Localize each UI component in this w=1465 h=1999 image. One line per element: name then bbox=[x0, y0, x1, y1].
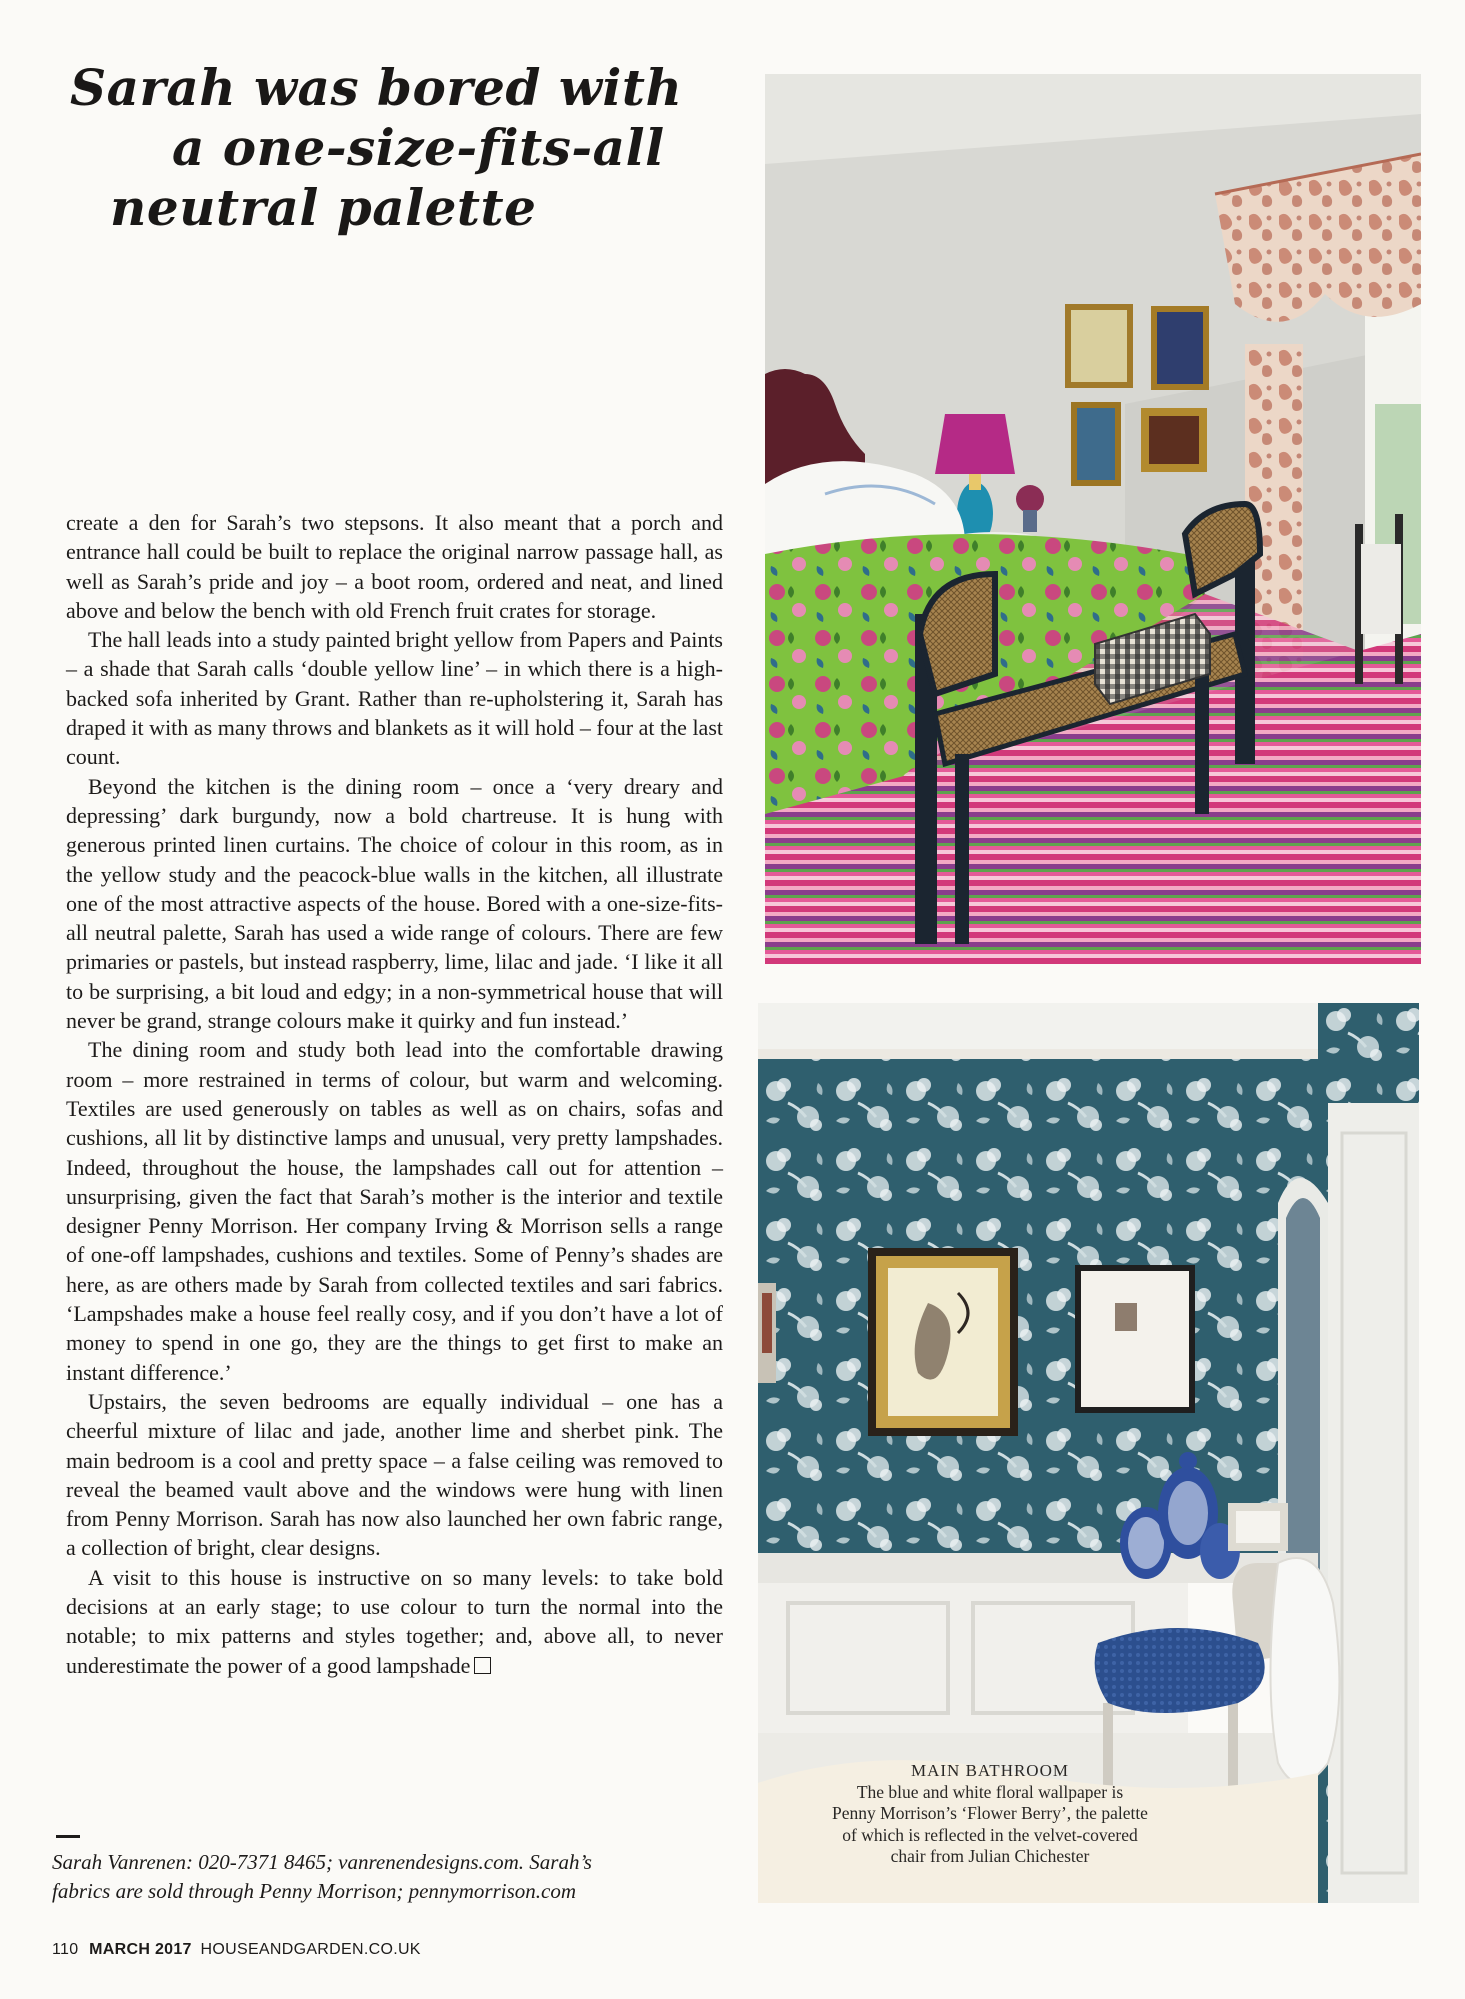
article-body bbox=[66, 508, 723, 1680]
pull-quote-line: Sarah was bored with bbox=[70, 58, 683, 117]
caption-line: The blue and white floral wallpaper is bbox=[856, 1781, 1124, 1802]
article-paragraph-last bbox=[66, 1563, 723, 1680]
credits-line: Sarah Vanrenen: 020-7371 8465; vanrenendesigns.com. Sarah’s bbox=[52, 1850, 592, 1874]
credits-line: fabrics are sold through Penny Morrison; pennymorrison.com bbox=[52, 1879, 576, 1903]
caption-line: chair from Julian Chichester bbox=[890, 1846, 1090, 1866]
pull-quote-line: neutral palette bbox=[110, 178, 537, 237]
caption-line: Penny Morrison’s ‘Flower Berry’, the palette bbox=[832, 1803, 1148, 1823]
bedroom-illustration bbox=[765, 74, 1421, 964]
page-footer bbox=[52, 1941, 421, 1959]
end-mark-icon bbox=[474, 1657, 491, 1674]
credits bbox=[52, 1848, 732, 1906]
article-paragraph: The dining room and study both lead into the comfortable drawing room – more restrained in terms of colour, but warm and welcoming. Textiles are used generously on tables as well as on chairs, sofas and cushions, all lit by distinctive lamps and unusual, very pretty lampshades. Indeed, throughout the house, the lampshades call out for attention – unsurprising, given the fact that Sarah’s mother is the interior and textile designer Penny Morrison. Her company Irving & Morrison sells a range of one-off lampshades, cushions and textiles. Some of Penny’s shades are here, as are others made by Sarah from collected textiles and sari fabrics. ‘Lampshades make a house feel really cosy, and if you don’t have a lot of money to spend in one go, they are the things to get first to make an instant difference.’ bbox=[66, 1037, 723, 1385]
issue-date: MARCH 2017 bbox=[89, 1941, 192, 1958]
divider-rule bbox=[56, 1835, 80, 1838]
caption-line: of which is reflected in the velvet-covered bbox=[842, 1824, 1138, 1845]
article-paragraph: create a den for Sarah’s two stepsons. It also meant that a porch and entrance hall could be built to replace the original narrow passage hall, as well as Sarah’s pride and joy – a boot room, ordered and neat, and lined above and below the bench with old French fruit crates for storage. bbox=[66, 510, 723, 623]
article-paragraph: Upstairs, the seven bedrooms are equally individual – one has a cheerful mixture of lilac and jade, another lime and sherbet pink. The main bedroom is a cool and pretty space – a false ceiling was removed to reveal the beamed vault above and the windows were hung with linen from Penny Morrison. Sarah has now also launched her own fabric range, a collection of bright, clear designs. bbox=[66, 1388, 723, 1561]
bedroom-photo bbox=[765, 74, 1421, 964]
page-number: 110 bbox=[52, 1941, 79, 1958]
caption-heading: MAIN BATHROOM bbox=[911, 1761, 1069, 1780]
pull-quote bbox=[60, 58, 700, 238]
article-paragraph: Beyond the kitchen is the dining room – once a ‘very dreary and depressing’ dark burgundy, now a bold chartreuse. It is hung with generous printed linen curtains. The choice of colour in this room, as in the yellow study and the peacock-blue walls in the kitchen, all illustrate one of the most attractive aspects of the house. Bored with a one-size-fits-all neutral palette, Sarah has used a wide range of colours. There are few primaries or pastels, but instead raspberry, lime, lilac and jade. ‘I like it all to be surprising, a bit loud and edgy; in a non-symmetrical house that will never be grand, strange colours make it quirky and fun instead.’ bbox=[66, 773, 723, 1034]
article-paragraph: The hall leads into a study painted bright yellow from Papers and Paints – a shade that Sarah calls ‘double yellow line’ – in which there is a high-backed sofa inherited by Grant. Rather than re-upholstering it, Sarah has draped it with as many throws and blankets as it will hold – four at the last count. bbox=[66, 627, 723, 770]
photo-caption bbox=[780, 1760, 1200, 1868]
article-paragraph-text: A visit to this house is instructive on so many levels: to take bold decisions at an early stage; to use colour to turn the normal into the notable; to mix patterns and styles together; and, above all, to never underestimate the power of a good lampshade bbox=[66, 1564, 723, 1678]
website: HOUSEANDGARDEN.CO.UK bbox=[200, 1941, 421, 1958]
pull-quote-line: a one-size-fits-all bbox=[172, 118, 665, 177]
